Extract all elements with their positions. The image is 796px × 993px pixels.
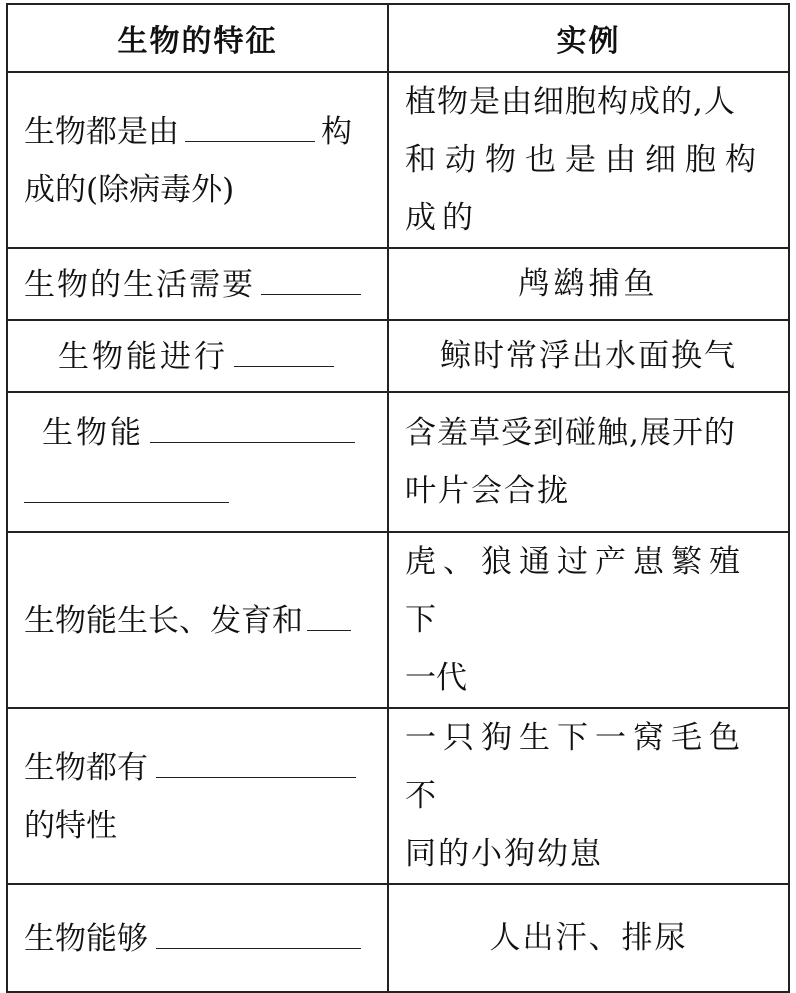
feature-cell: [7, 248, 388, 320]
answer-blank[interactable]: [24, 462, 229, 503]
feature-cell: [7, 708, 388, 884]
example-text: 一只狗生下一窝毛色不: [405, 720, 747, 814]
example-cell: [388, 884, 789, 992]
example-text: 植物是由细胞构成的,人: [405, 84, 736, 120]
example-cell: [388, 248, 789, 320]
example-text: 一代: [405, 660, 467, 696]
answer-blank[interactable]: [150, 402, 355, 443]
table-header-row: [7, 4, 789, 72]
feature-text: 生物都有: [24, 750, 148, 786]
example-cell: [388, 392, 789, 532]
answer-blank[interactable]: [185, 101, 315, 142]
feature-text: 生物的生活需要: [24, 267, 255, 303]
example-text: 鸬鹚捕鱼: [518, 266, 659, 302]
example-text: 同的小狗幼崽: [405, 836, 603, 872]
table-row: [7, 884, 789, 992]
feature-cell: [7, 884, 388, 992]
example-text: 鲸时常浮出水面换气: [440, 338, 737, 374]
feature-text: 成的(除病毒外): [24, 172, 235, 208]
characteristics-table: [6, 3, 790, 993]
header-example: 实例: [388, 4, 789, 72]
example-cell: [388, 72, 789, 248]
feature-text: 的特性: [24, 808, 117, 844]
table-row: [7, 532, 789, 708]
feature-cell: [7, 72, 388, 248]
feature-text: 生物能够: [24, 921, 148, 957]
example-text: 含羞草受到碰触,展开的: [405, 415, 736, 451]
example-text: 人出汗、排尿: [489, 920, 688, 956]
example-text: 叶片会合拢: [405, 473, 570, 509]
example-text: 成的: [405, 200, 479, 236]
example-cell: [388, 320, 789, 392]
feature-text: 构: [321, 114, 352, 150]
answer-blank[interactable]: [261, 254, 361, 295]
feature-text: 生物都是由: [24, 114, 179, 150]
feature-cell: [7, 392, 388, 532]
feature-cell: [7, 320, 388, 392]
example-text: 虎、狼通过产崽繁殖下: [405, 544, 747, 638]
table-row: [7, 708, 789, 884]
answer-blank[interactable]: [234, 326, 334, 367]
table-row: [7, 248, 789, 320]
table-row: [7, 320, 789, 392]
feature-cell: [7, 532, 388, 708]
answer-blank[interactable]: [307, 590, 351, 631]
answer-blank[interactable]: [156, 908, 361, 949]
header-feature: 生物的特征: [7, 4, 388, 72]
example-cell: [388, 532, 789, 708]
feature-text: 生物能生长、发育和: [24, 603, 303, 639]
example-cell: [388, 708, 789, 884]
example-text: 和动物也是由细胞构: [405, 142, 765, 178]
table-row: [7, 72, 789, 248]
answer-blank[interactable]: [156, 737, 356, 778]
table-row: [7, 392, 789, 532]
feature-text: 生物能进行: [58, 339, 228, 375]
feature-text: 生物能: [42, 415, 144, 451]
